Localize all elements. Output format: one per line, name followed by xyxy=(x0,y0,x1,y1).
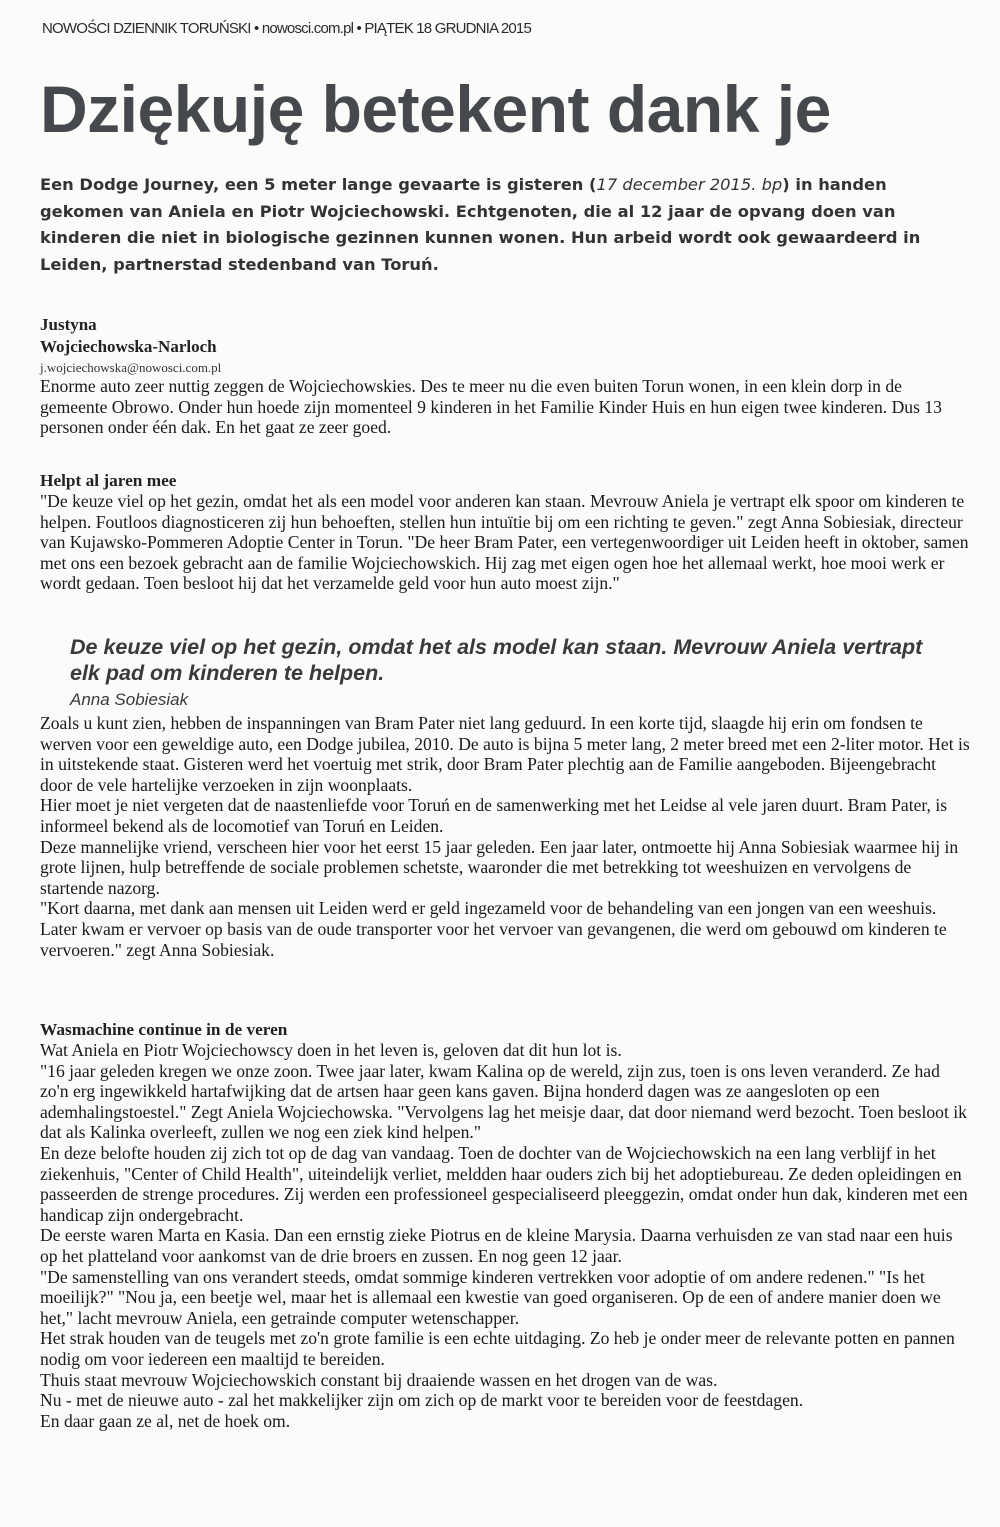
pull-quote-source: Anna Sobiesiak xyxy=(70,690,189,709)
paragraph: En deze belofte houden zij zich tot op de dag van vandaag. Toen de dochter van de Wojciechowskich na een lang verblijf in het ziekenhuis, "Center of Child Health", uiteindelijk verliet, meldden haar ouders zich bij het adoptiebureau. Ze deden opleidingen en passeerden de strenge procedures. Zij werden een professioneel gespecialiseerd pleeggezin, omdat onder hun dak, kinderen met een handicap zijn ondergebracht. xyxy=(40,1142,968,1225)
lead-paragraph xyxy=(40,172,965,278)
paragraph: Hier moet je niet vergeten dat de naastenliefde voor Toruń en de samenwerking met het Leidse al vele jaren duurt. Bram Pater, is informeel bekend als de locomotief van Toruń en Leiden. xyxy=(40,795,948,836)
paragraph: Wat Aniela en Piotr Wojciechowscy doen in het leven is, geloven dat dit hun lot is. xyxy=(40,1040,622,1060)
paragraph: "Kort daarna, met dank aan mensen uit Leiden werd er geld ingezameld voor de behandeling van een jongen van een weeshuis. Later kwam er vervoer op basis van de oude transporter voor het vervoer van gevangenen, die werd om gebouwd om kinderen te vervoeren." zegt Anna Sobiesiak. xyxy=(40,898,947,960)
paragraph: Thuis staat mevrouw Wojciechowskich constant bij draaiende wassen en het drogen van de was. xyxy=(40,1369,718,1390)
paragraph: De eerste waren Marta en Kasia. Dan een ernstig zieke Piotrus en de kleine Marysia. Daarna verhuisden ze van stad naar een huis op het platteland voor aankomst van de drie broers en zussen. En nog geen 12 jaar. xyxy=(40,1225,953,1266)
intro-block xyxy=(40,376,970,438)
paragraph: Het strak houden van de teugels met zo'n grote familie is een echte uitdaging. Zo heb je onder meer de relevante potten en pannen nodig om voor iedereen een maaltijd te bereiden. xyxy=(40,1328,955,1369)
paragraph: En daar gaan ze al, net de hoek om. xyxy=(40,1410,291,1431)
masthead: NOWOŚCI DZIENNIK TORUŃSKI • nowosci.com.pl • PIĄTEK 18 GRUDNIA 2015 xyxy=(42,20,531,37)
paragraph: Zoals u kunt zien, hebben de inspanningen van Bram Pater niet lang geduurd. In een korte tijd, slaagde hij erin om fondsen te werven voor een geweldige auto, een Dodge jubilea, 2010. De auto is bijna 5 meter lang, 2 meter breed met een 2-liter motor. Het is in uitstekende staat. Gisteren werd het voertuig met strik, door Bram Pater plechtig aan de Familie aangeboden. Bijeengebracht door de vele hartelijke verzoeken in zijn woonplaats. xyxy=(40,713,970,795)
section-heading-wasmachine: Wasmachine continue in de veren xyxy=(40,1020,288,1039)
headline: Dziękuję betekent dank je xyxy=(40,72,831,146)
author-last-name: Wojciechowska-Narloch xyxy=(40,337,217,356)
author-email: j.wojciechowska@nowosci.com.pl xyxy=(40,360,222,375)
lead-part-1: Een Dodge Journey, een 5 meter lange gevaarte is gisteren ( xyxy=(40,175,597,194)
lead-part-2: ) in handen gekomen van Aniela en Piotr Wojciechowski. Echtgenoten, die al 12 jaar de opvang doen van kinderen die niet in biologische gezinnen kunnen wonen. Hun arbeid wordt ook gewaardeerd in Leiden, partnerstad stedenband van Toruń. xyxy=(40,175,921,274)
author-first-name: Justyna xyxy=(40,315,97,334)
paragraph: Deze mannelijke vriend, verscheen hier voor het eerst 15 jaar geleden. Een jaar later, ontmoette hij Anna Sobiesiak waarmee hij in grote lijnen, hulp betreffende de sociale problemen schetste, waaronder die met betrekking tot weeshuizen en vervolgens de startende nazorg. xyxy=(40,836,959,898)
section-helpt xyxy=(40,470,970,594)
section-wasmachine xyxy=(40,1019,970,1431)
lead-date: 17 december 2015. bp xyxy=(596,175,783,194)
intro-paragraph: Enorme auto zeer nuttig zeggen de Wojciechowskies. Des te meer nu die even buiten Torun wonen, in een klein dorp in de gemeente Obrowo. Onder hun hoede zijn momenteel 9 kinderen in het Familie Kinder Huis en hun eigen twee kinderen. Dus 13 personen onder één dak. En het gaat ze zeer goed. xyxy=(40,376,942,438)
paragraph: "16 jaar geleden kregen we onze zoon. Twee jaar later, kwam Kalina op de wereld, zijn zus, toen is ons leven veranderd. Ze had zo'n erg ingewikkeld hartafwijking dat de artsen haar geen kans gaven. Bijna honderd dagen was ze aangesloten op een ademhalingstoestel." Zegt Aniela Wojciechowska. "Vervolgens lag het meisje daar, dat door niemand werd bezocht. Toen besloot ik dat als Kalinka overleeft, zullen we nog een ziek kind helpen." xyxy=(40,1060,967,1143)
section-heading-helpt: Helpt al jaren mee xyxy=(40,471,177,490)
paragraph: Nu - met de nieuwe auto - zal het makkelijker zijn om zich op de markt voor te bereiden voor de feestdagen. xyxy=(40,1390,804,1411)
pull-quote: De keuze viel op het gezin, omdat het als model kan staan. Mevrouw Aniela vertrapt elk pad om kinderen te helpen. xyxy=(70,635,923,685)
section-helpt-paragraph: "De keuze viel op het gezin, omdat het als een model voor anderen kan staan. Mevrouw Aniela je vertrapt elk spoor om kinderen te helpen. Foutloos diagnosticeren zij hun behoeften, stellen hun intuïtie bij om een richting te geven." zegt Anna Sobiesiak, directeur van Kujawsko-Pommeren Adoptie Center in Torun. "De heer Bram Pater, een vertegenwoordiger uit Leiden heeft in oktober, samen met ons een bezoek gebracht aan de familie Wojciechowskich. Hij zag met eigen ogen hoe het allemaal werkt, hoe mooi werk er wordt gedaan. Toen besloot hij dat het verzamelde geld voor hun auto moest zijn." xyxy=(40,491,969,594)
author-byline xyxy=(40,314,217,358)
section-bram-pater xyxy=(40,713,970,960)
paragraph: "De samenstelling van ons verandert steeds, omdat sommige kinderen vertrekken voor adoptie of om andere redenen." "Is het moeilijk?" "Nou ja, een beetje wel, maar het is allemaal een kwestie van goed organiseren. Op de een of andere manier doen we het," lacht mevrouw Aniela, een getrainde computer wetenschapper. xyxy=(40,1266,941,1328)
